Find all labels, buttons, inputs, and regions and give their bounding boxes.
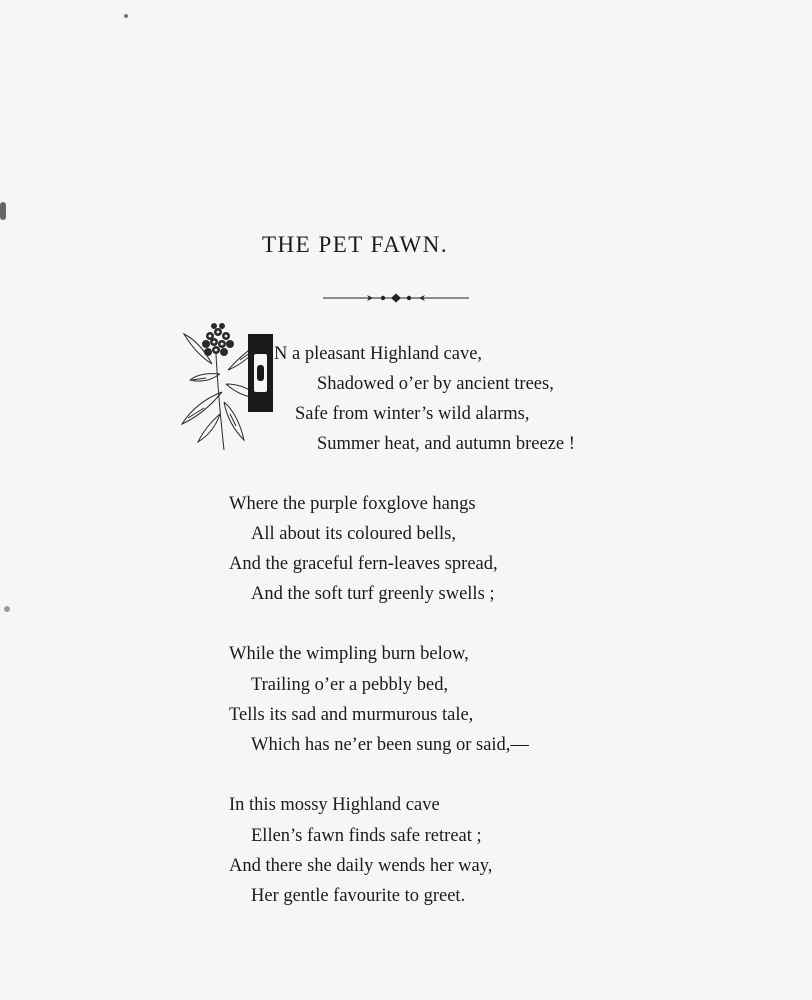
verse-line: Tells its sad and murmurous tale, (229, 705, 474, 725)
paper-speck (4, 606, 10, 612)
verse-line: All about its coloured bells, (251, 524, 457, 544)
verse-line: While the wimpling burn below, (229, 644, 469, 664)
verse-line: And there she daily wends her way, (229, 856, 493, 876)
paper-speck (124, 14, 128, 18)
verse-line: Where the purple foxglove hangs (229, 494, 476, 514)
verse-line: Shadowed o’er by ancient trees, (317, 374, 554, 394)
paper-speck (0, 202, 6, 220)
verse-line: Safe from winter’s wild alarms, (295, 404, 530, 424)
verse-line: And the graceful fern-leaves spread, (229, 554, 498, 574)
verse-line: N a pleasant Highland cave, (274, 344, 483, 364)
verse-line: Ellen’s fawn finds safe retreat ; (251, 826, 482, 846)
verse-line: Summer heat, and autumn breeze ! (317, 434, 575, 454)
verse-line: Which has ne’er been sung or said,— (251, 735, 529, 755)
poem-title: THE PET FAWN. (262, 232, 449, 257)
drop-cap-initial (248, 334, 273, 412)
verse-line: And the soft turf greenly swells ; (251, 584, 495, 604)
verse-line: Her gentle favourite to greet. (251, 886, 466, 906)
verse-line: Trailing o’er a pebbly bed, (251, 675, 449, 695)
verse-line: In this mossy Highland cave (229, 795, 440, 815)
decorative-rule (323, 292, 469, 304)
